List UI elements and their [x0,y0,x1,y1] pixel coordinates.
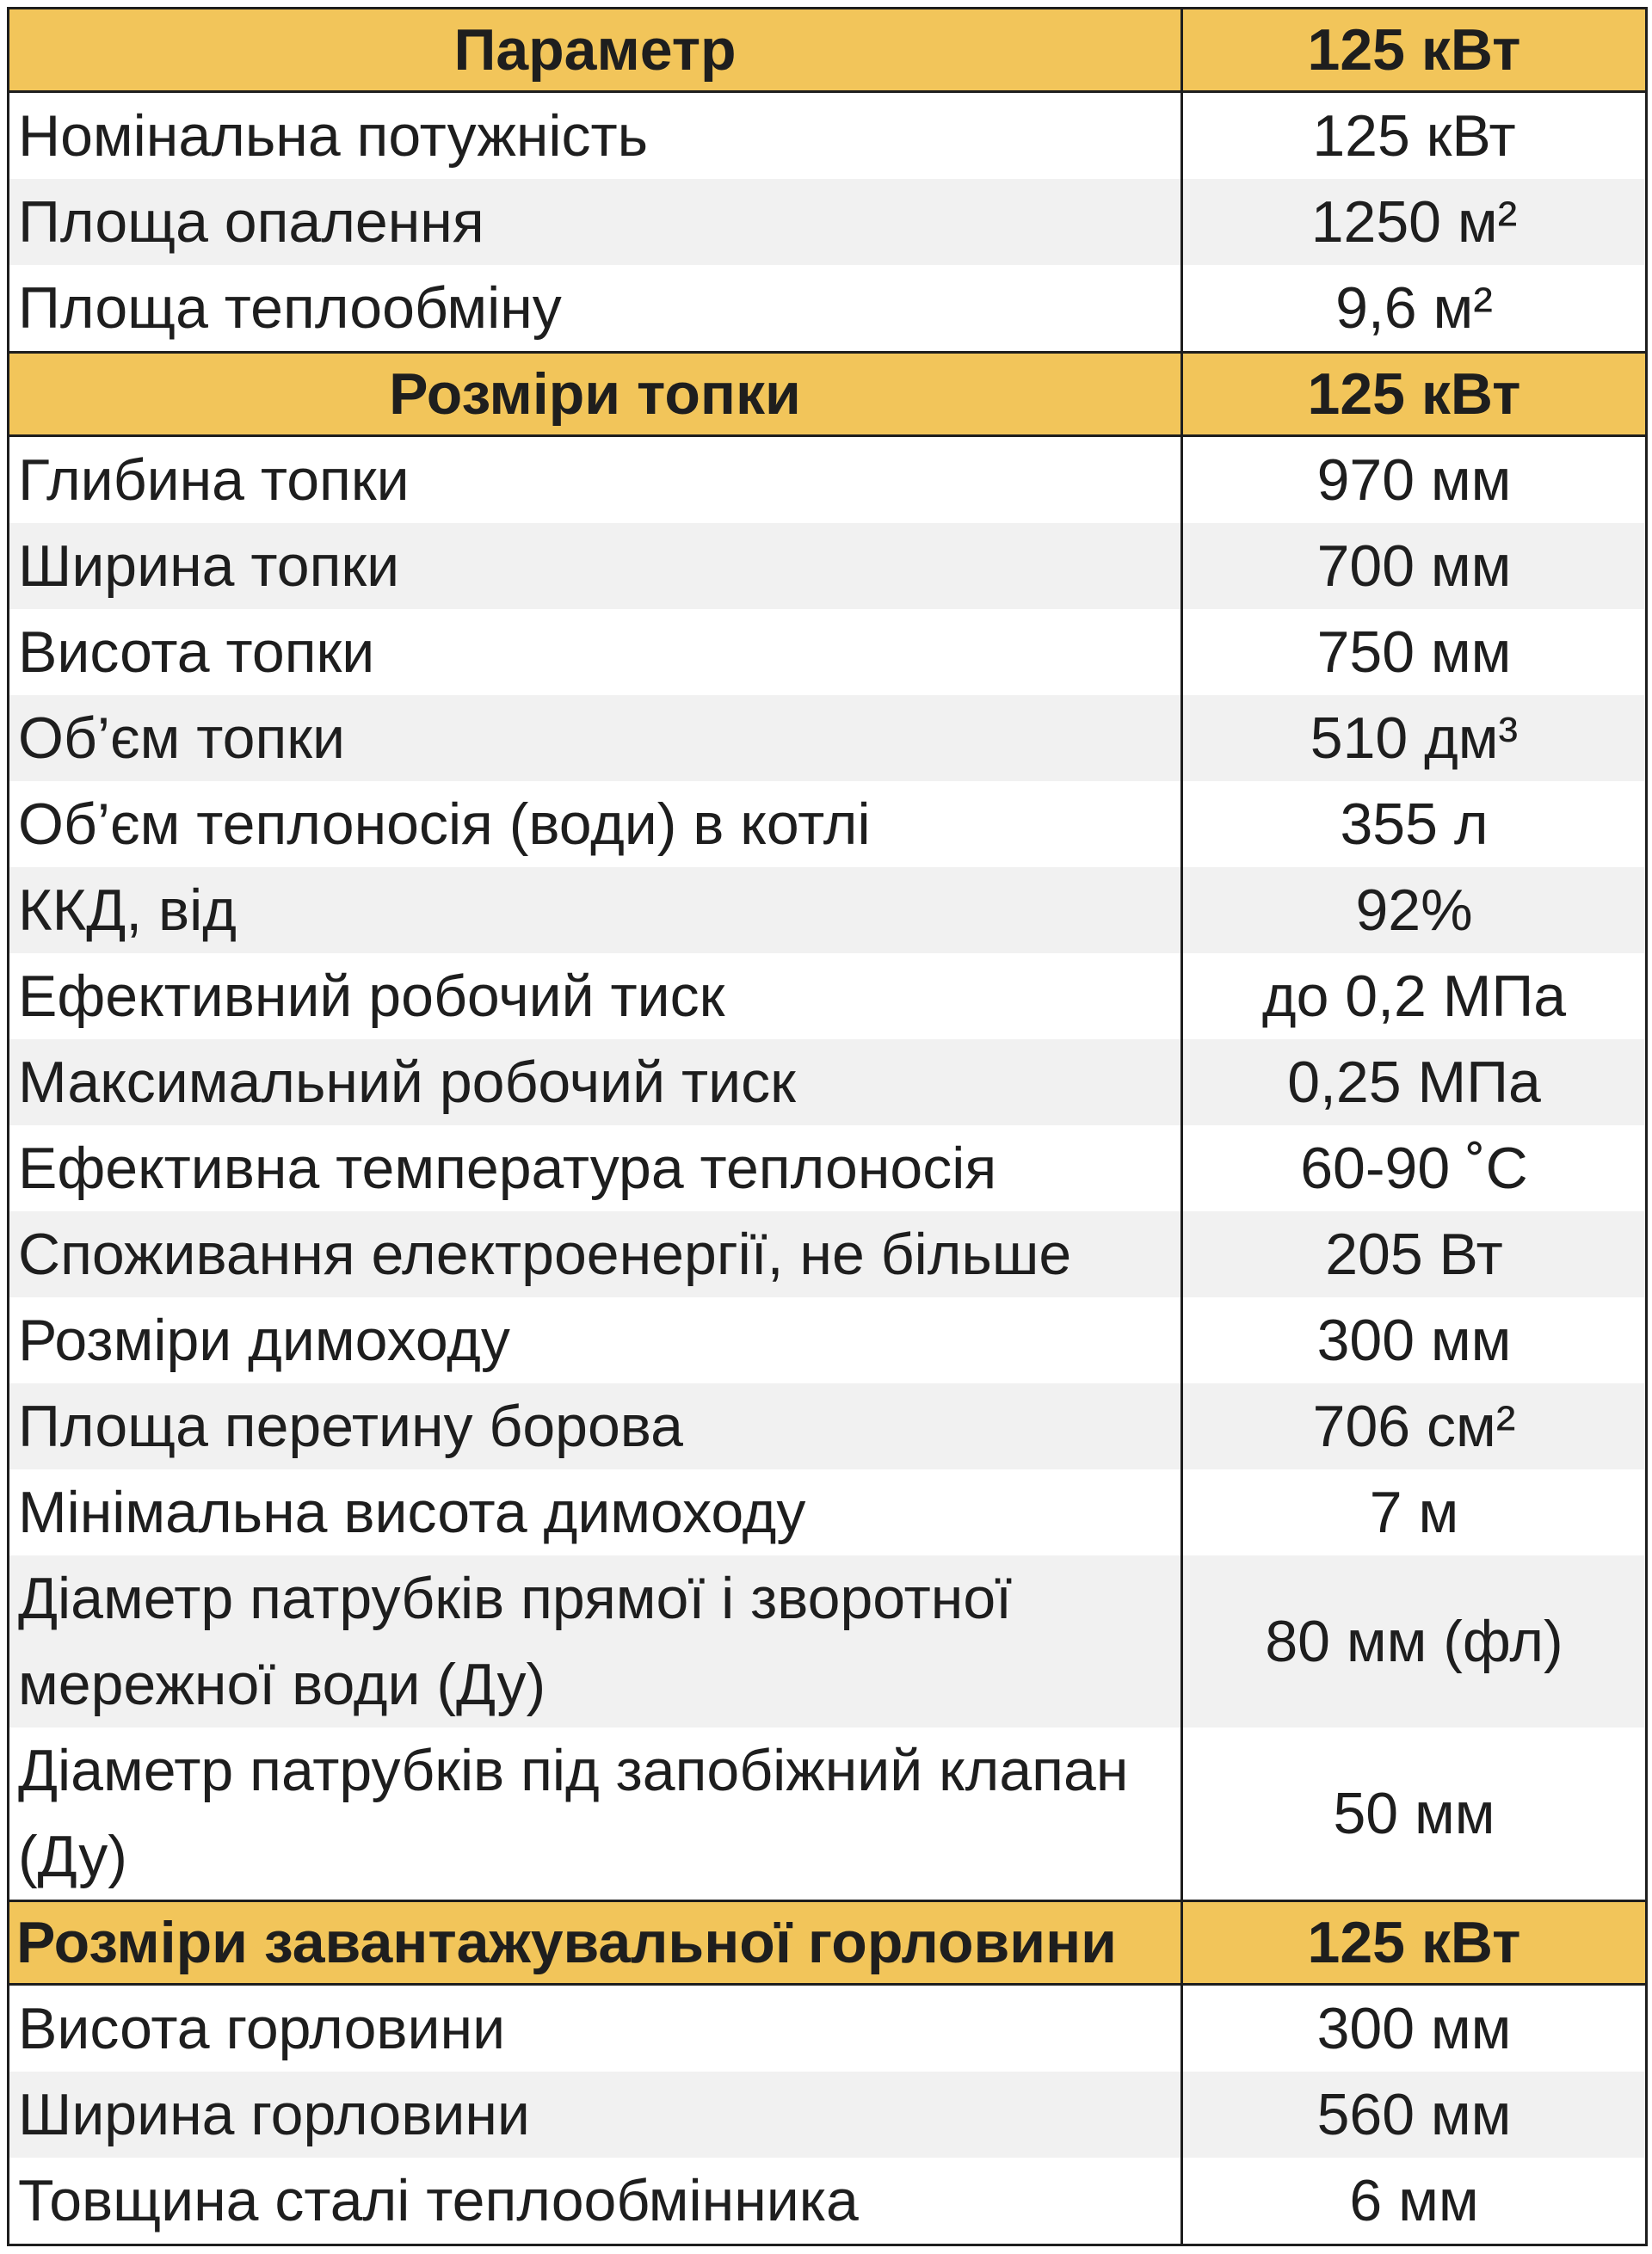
header-value-cell: 125 кВт [1182,1901,1647,1985]
value-cell: 7 м [1182,1469,1647,1555]
table-row [9,1211,1647,1297]
param-cell: Діаметр патрубків під запобіжний клапан (Ду) [9,1727,1182,1901]
value-cell: 125 кВт [1182,92,1647,180]
table-row [9,609,1647,695]
table-row [9,1039,1647,1125]
param-cell: Споживання електроенергії, не більше [9,1211,1182,1297]
table-row [9,523,1647,609]
param-cell: Ширина горловини [9,2072,1182,2158]
param-cell: Розміри димоходу [9,1297,1182,1383]
table-row [9,1469,1647,1555]
table-row [9,92,1647,180]
table-row [9,2158,1647,2245]
value-cell: 1250 м² [1182,179,1647,265]
value-cell: 6 мм [1182,2158,1647,2245]
table-row [9,867,1647,953]
value-cell: 510 дм³ [1182,695,1647,781]
value-cell: 706 см² [1182,1383,1647,1469]
param-cell: Площа теплообміну [9,265,1182,353]
param-cell: Діаметр патрубків прямої і зворотної мережної води (Ду) [9,1555,1182,1727]
param-cell: Глибина топки [9,436,1182,524]
table-row [9,953,1647,1039]
value-cell: 700 мм [1182,523,1647,609]
param-cell: Максимальний робочий тиск [9,1039,1182,1125]
param-cell: Площа опалення [9,179,1182,265]
spec-table [7,7,1648,2246]
value-cell: 355 л [1182,781,1647,867]
value-cell: 970 мм [1182,436,1647,524]
param-cell: Товщина сталі теплообмінника [9,2158,1182,2245]
value-cell: 300 мм [1182,1985,1647,2072]
header-param-cell: Розміри завантажувальної горловини [9,1901,1182,1985]
value-cell: 300 мм [1182,1297,1647,1383]
param-cell: ККД, від [9,867,1182,953]
table-row [9,1985,1647,2072]
param-cell: Площа перетину борова [9,1383,1182,1469]
param-cell: Об’єм теплоносія (води) в котлі [9,781,1182,867]
value-cell: 9,6 м² [1182,265,1647,353]
value-cell: 50 мм [1182,1727,1647,1901]
table-row [9,265,1647,353]
section-header-parameters [9,9,1647,92]
table-row [9,2072,1647,2158]
section-header-loading-opening [9,1901,1647,1985]
section-header-firebox [9,353,1647,436]
value-cell: до 0,2 МПа [1182,953,1647,1039]
param-cell: Висота горловини [9,1985,1182,2072]
param-cell: Ширина топки [9,523,1182,609]
table-row [9,781,1647,867]
table-row [9,1555,1647,1727]
table-row [9,1297,1647,1383]
param-cell: Мінімальна висота димоходу [9,1469,1182,1555]
value-cell: 750 мм [1182,609,1647,695]
param-cell: Номінальна потужність [9,92,1182,180]
table-row [9,436,1647,524]
value-cell: 80 мм (фл) [1182,1555,1647,1727]
header-value-cell: 125 кВт [1182,9,1647,92]
header-value-cell: 125 кВт [1182,353,1647,436]
table-row [9,1125,1647,1211]
value-cell: 205 Вт [1182,1211,1647,1297]
param-cell: Ефективна температура теплоносія [9,1125,1182,1211]
header-param-cell: Параметр [9,9,1182,92]
param-cell: Висота топки [9,609,1182,695]
param-cell: Ефективний робочий тиск [9,953,1182,1039]
table-row [9,1383,1647,1469]
header-param-cell: Розміри топки [9,353,1182,436]
table-row [9,695,1647,781]
value-cell: 560 мм [1182,2072,1647,2158]
value-cell: 92% [1182,867,1647,953]
table-row [9,1727,1647,1901]
value-cell: 0,25 МПа [1182,1039,1647,1125]
param-cell: Об’єм топки [9,695,1182,781]
value-cell: 60-90 ˚С [1182,1125,1647,1211]
table-row [9,179,1647,265]
